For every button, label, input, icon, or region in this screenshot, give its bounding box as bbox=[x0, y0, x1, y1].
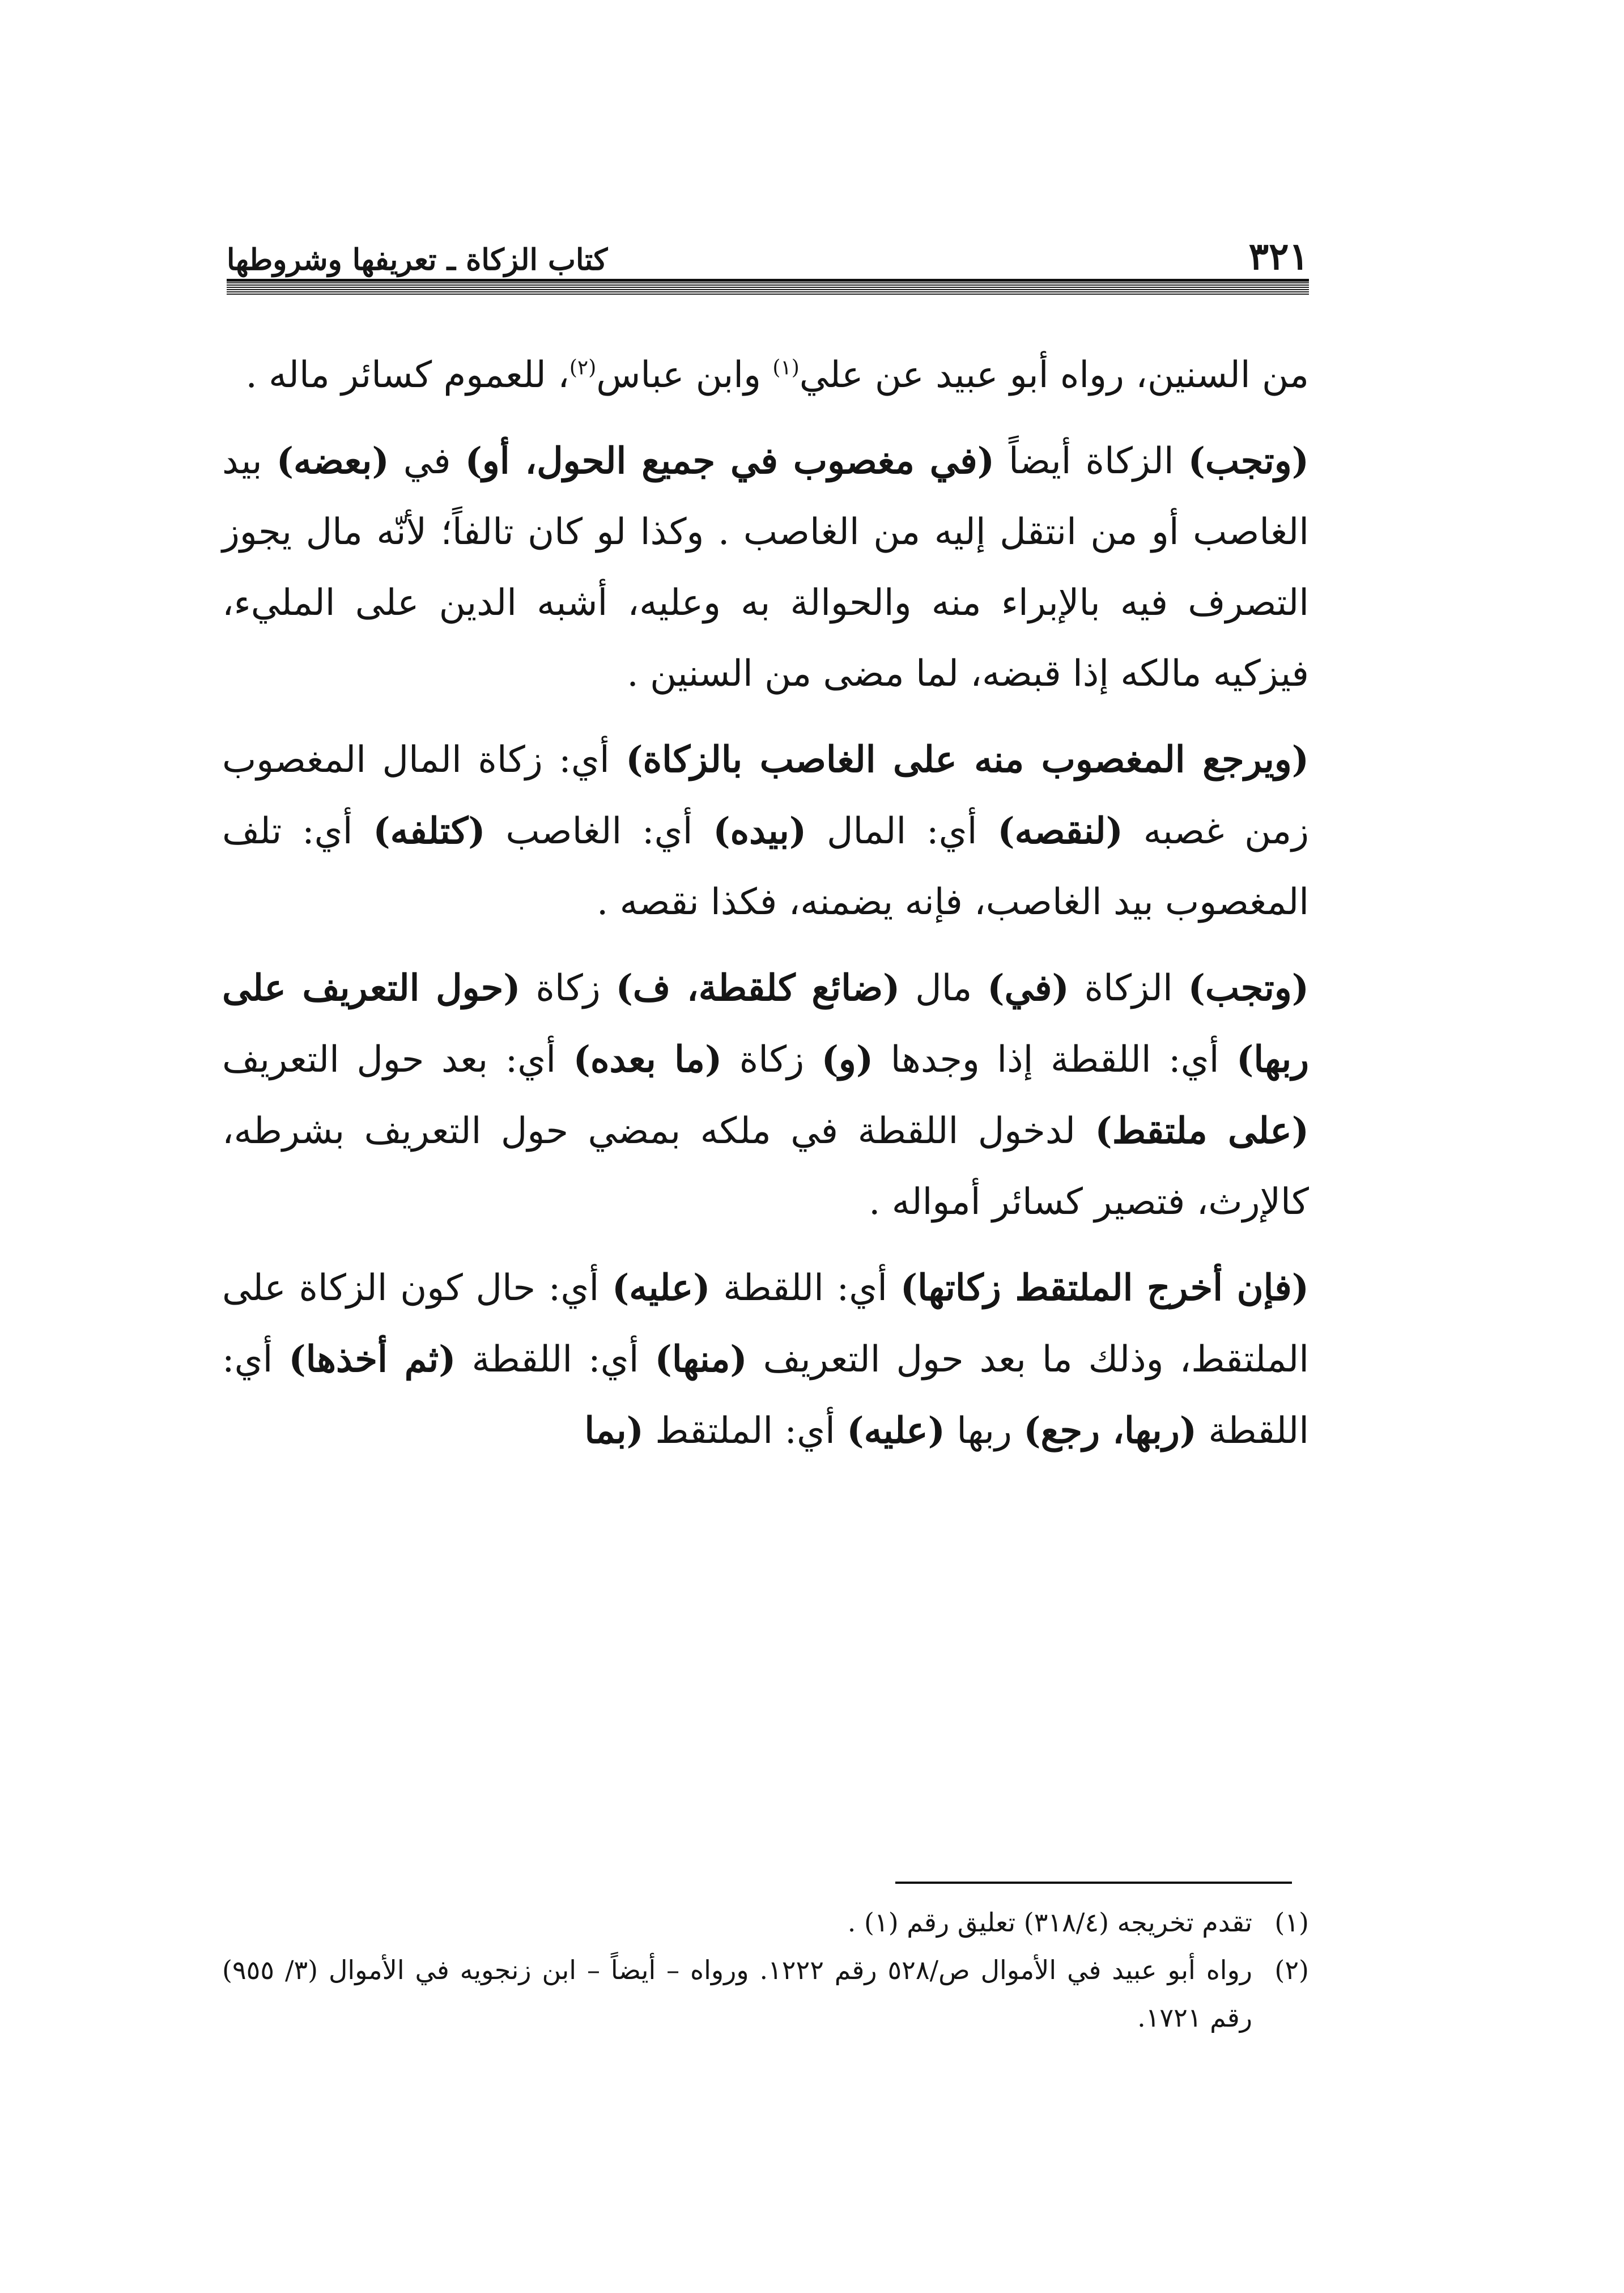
main-text bbox=[222, 340, 1309, 1481]
footnotes bbox=[222, 1899, 1309, 2041]
matn-text: (في) bbox=[987, 967, 1069, 1009]
matn-text: (في مغصوب في جميع الحول، أو) bbox=[465, 440, 994, 482]
footnote-text: رواه أبو عبيد في الأموال ص/٥٢٨ رقم ١٢٢٢. ورواه – أيضاً – ابن زنجويه في الأموال (٣/ ٩٥٥) رقم ١٧٢١. bbox=[222, 1955, 1253, 2033]
matn-text: (و) bbox=[821, 1038, 874, 1081]
paragraph-4: (وتجب) الزكاة (في) مال (ضائع كلقطة، ف) زكاة (حول التعريف على ربها) أي: اللقطة إذا وجدها (و) زكاة (ما بعده) أي: بعد حول التعريف (على ملتقط) لدخول اللقطة في ملكه بمضي حول التعريف بشرطه، كالإرث، فتصير كسائر أمواله . bbox=[222, 967, 1310, 1223]
footnote-2 bbox=[222, 1946, 1309, 2041]
matn-text: (كتلفه) bbox=[373, 810, 486, 852]
matn-text: (وتجب) bbox=[1188, 967, 1309, 1009]
matn-text: (وتجب) bbox=[1188, 440, 1310, 482]
matn-text: (عليه) bbox=[847, 1409, 945, 1452]
matn-text: (حول التعريف على ربها) bbox=[222, 967, 1310, 1081]
page-header bbox=[227, 224, 1309, 278]
footnote-text: تقدم تخريجه (٣١٨/٤) تعليق رقم (١) . bbox=[847, 1907, 1252, 1938]
footnote-separator bbox=[895, 1882, 1292, 1884]
matn-text: (لنقصه) bbox=[997, 810, 1123, 852]
matn-text: (ضائع كلقطة، ف) bbox=[615, 967, 900, 1009]
paragraph-5: (فإن أخرج الملتقط زكاتها) أي: اللقطة (عليه) أي: حال كون الزكاة على الملتقط، وذلك ما بعد حول التعريف (منها) أي: اللقطة (ثم أخذها) أي: اللقطة (ربها، رجع) ربها (عليه) أي: الملتقط (بما bbox=[222, 1267, 1310, 1452]
footnote-ref-1[interactable]: (١) bbox=[772, 356, 800, 380]
footnote-1 bbox=[222, 1899, 1309, 1946]
matn-text: (فإن أخرج الملتقط زكاتها) bbox=[900, 1267, 1310, 1309]
page-number: ٣٢١ bbox=[1248, 234, 1309, 278]
matn-text: (بيده) bbox=[713, 810, 807, 852]
matn-text: (بعضه) bbox=[276, 440, 389, 482]
matn-text: (ويرجع المغصوب منه على الغاصب بالزكاة) bbox=[626, 738, 1310, 781]
running-title: كتاب الزكاة ـ تعريفها وشروطها bbox=[227, 243, 608, 277]
matn-text: (منها) bbox=[654, 1338, 747, 1381]
matn-text: (عليه) bbox=[611, 1267, 711, 1309]
footnote-number: (١) bbox=[1274, 1907, 1309, 1938]
footnote-number: (٢) bbox=[1274, 1955, 1309, 1985]
matn-text: (ما بعده) bbox=[573, 1038, 722, 1081]
paragraph-3: (ويرجع المغصوب منه على الغاصب بالزكاة) أي: زكاة المال المغصوب زمن غصبه (لنقصه) أي: المال (بيده) أي: الغاصب (كتلفه) أي: تلف المغصوب بيد الغاصب، فإنه يضمنه، فكذا نقصه . bbox=[222, 738, 1310, 923]
matn-text: (بما bbox=[584, 1409, 644, 1452]
header-rule bbox=[227, 279, 1309, 295]
footnote-ref-2[interactable]: (٢) bbox=[569, 356, 597, 380]
matn-text: (ثم أخذها) bbox=[288, 1338, 456, 1381]
paragraph-1: من السنين، رواه أبو عبيد عن علي$^{(١)}$ وابن عباس$^{(٢)}$، للعموم كسائر ماله . bbox=[245, 354, 1309, 396]
matn-text: (ربها، رجع) bbox=[1023, 1409, 1197, 1452]
matn-text: (على ملتقط) bbox=[1095, 1110, 1310, 1152]
paragraph-2: (وتجب) الزكاة أيضاً (في مغصوب في جميع الحول، أو) في (بعضه) بيد الغاصب أو من انتقل إليه من الغاصب . وكذا لو كان تالفاً؛ لأنّه مال يجوز التصرف فيه بالإبراء منه والحوالة به وعليه، أشبه الدين على المليء، فيزكيه مالكه إذا قبضه، لما مضى من السنين . bbox=[222, 440, 1310, 695]
